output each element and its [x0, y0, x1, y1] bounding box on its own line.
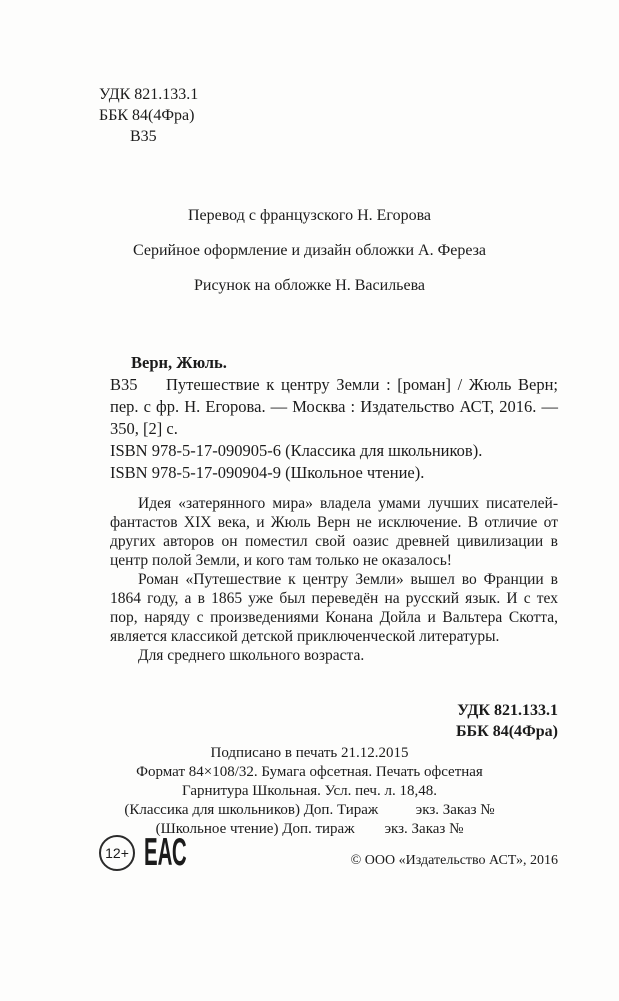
biblio-author: Верн, Жюль. — [131, 353, 227, 372]
eac-conformity-mark-icon: ЕАС — [144, 829, 187, 874]
author-sign-entry: В35 — [110, 375, 138, 394]
classification-codes-top — [99, 84, 198, 147]
credits-block — [0, 207, 619, 312]
age-rating-badge: 12+ — [99, 835, 135, 871]
series-tirage-line-2: (Школьное чтение) Доп. тираж экз. Заказ № — [155, 821, 464, 837]
translation-credit: Перевод с французского Н. Егорова — [187, 207, 432, 224]
biblio-description-row — [110, 374, 558, 440]
print-date-line: Подписано в печать 21.12.2015 — [210, 745, 409, 761]
print-details-block — [0, 744, 619, 839]
isbn-line-1: ISBN 978-5-17-090905-6 (Классика для школьников). — [110, 441, 483, 460]
udk-code-right: УДК 821.133.1 — [457, 702, 558, 719]
bibliographic-entry — [110, 352, 558, 484]
classification-codes-right — [456, 700, 558, 742]
isbn-line-2: ISBN 978-5-17-090904-9 (Школьное чтение). — [110, 463, 425, 482]
bbk-code-right: ББК 84(4Фра) — [455, 723, 558, 740]
bbk-code-top: ББК 84(4Фра) — [99, 107, 195, 124]
annotation-block — [110, 494, 558, 665]
cover-art-credit: Рисунок на обложке Н. Васильева — [193, 277, 426, 294]
typeface-line: Гарнитура Школьная. Усл. печ. л. 18,48. — [182, 783, 437, 799]
biblio-description: Путешествие к центру Земли : [роман] / Жюль Верн; пер. с фр. Н. Егорова. — Москва : Издательство АСТ, 2016. — 350, [2] с. — [110, 375, 558, 438]
design-credit: Серийное оформление и дизайн обложки А. Фереза — [132, 242, 487, 259]
annotation-paragraph-3: Для среднего школьного возраста. — [138, 647, 365, 664]
annotation-paragraph-2: Роман «Путешествие к центру Земли» вышел во Франции в 1864 году, а в 1865 уже был переведён на русский язык. И с тех пор, наряду с произведениями Конана Дойла и Вальтера Скотта, является классикой детской приключенческой литературы. — [110, 571, 558, 645]
annotation-paragraph-1: Идея «затерянного мира» владела умами лучших писателей-фантастов XIX века, и Жюль Верн не исключение. В отличие от других авторов он поместил свой оазис древней цивилизации в центр полой Земли, и кого там только не оказалось! — [110, 495, 558, 569]
author-sign-top: В35 — [130, 128, 157, 145]
copyright-notice: © ООО «Издательство АСТ», 2016 — [350, 853, 558, 868]
udk-code-top: УДК 821.133.1 — [99, 86, 199, 103]
series-tirage-line-1: (Классика для школьников) Доп. Тираж экз. Заказ № — [124, 802, 495, 818]
format-paper-line: Формат 84×108/32. Бумага офсетная. Печать офсетная — [136, 764, 483, 780]
